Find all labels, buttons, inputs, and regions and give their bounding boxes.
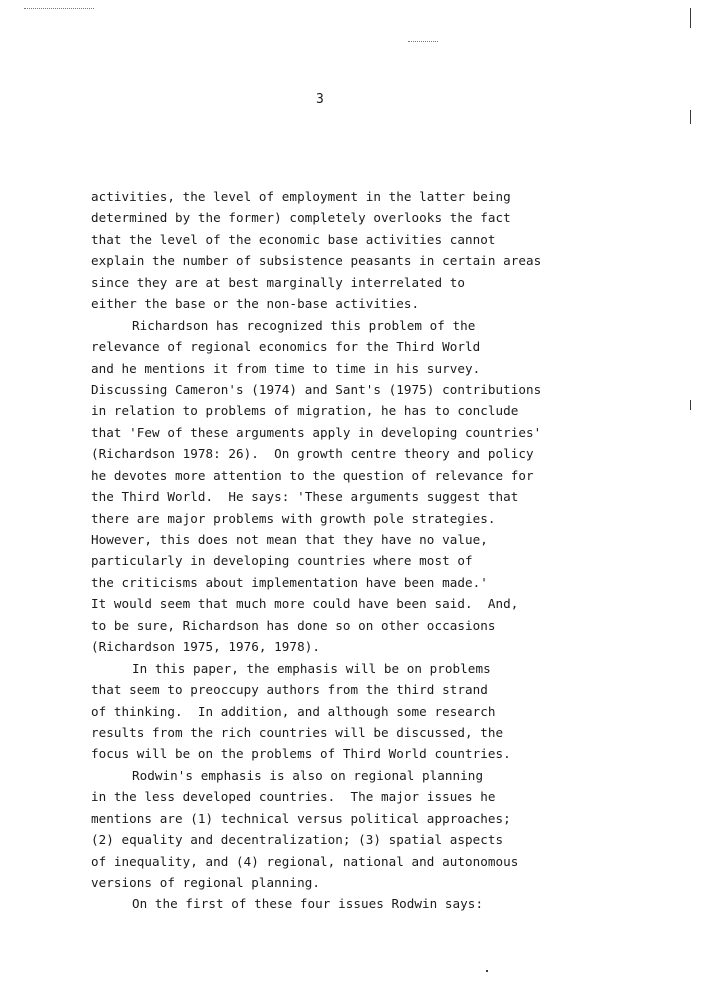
text-line: In this paper, the emphasis will be on problems (132, 660, 491, 676)
text-line: there are major problems with growth pole strategies. (91, 510, 496, 526)
text-line: (2) equality and decentralization; (3) spatial aspects (91, 832, 504, 848)
text-line: mentions are (1) technical versus political approaches; (91, 810, 511, 826)
scan-artifact-top-center (408, 41, 438, 42)
text-line: Discussing Cameron's (1974) and Sant's (1975) contributions (91, 381, 542, 397)
text-line: that 'Few of these arguments apply in developing countries' (91, 424, 542, 440)
text-line: On the first of these four issues Rodwin says: (132, 896, 484, 912)
text-line: that seem to preoccupy authors from the third strand (91, 682, 488, 698)
text-line: versions of regional planning. (91, 875, 320, 890)
text-line: to be sure, Richardson has done so on other occasions (91, 617, 496, 633)
text-line: Rodwin's emphasis is also on regional planning (132, 767, 484, 783)
text-line: that the level of the economic base activities cannot (91, 231, 496, 247)
text-line: and he mentions it from time to time in his survey. (91, 360, 481, 376)
text-line: of inequality, and (4) regional, national and autonomous (91, 853, 519, 869)
scan-artifact-right-edge-3 (690, 400, 691, 410)
text-line: It would seem that much more could have been said. And, (91, 596, 519, 612)
text-line: since they are at best marginally interrelated to (91, 274, 465, 290)
text-line: determined by the former) completely overlooks the fact (91, 210, 511, 226)
text-line: activities, the level of employment in the latter being (91, 189, 511, 204)
scan-artifact-top-left (24, 8, 94, 9)
text-line: in relation to problems of migration, he has to conclude (91, 403, 519, 419)
text-line: explain the number of subsistence peasants in certain areas (91, 253, 542, 269)
text-line: focus will be on the problems of Third World countries. (91, 746, 511, 762)
text-line: either the base or the non-base activities. (91, 296, 420, 312)
body-text (91, 186, 651, 915)
text-line: (Richardson 1975, 1976, 1978). (91, 639, 320, 655)
scan-artifact-right-edge-2 (690, 110, 691, 124)
text-line: However, this does not mean that they have no value, (91, 532, 488, 547)
scan-artifact-right-edge (690, 8, 691, 28)
text-line: in the less developed countries. The major issues he (91, 789, 496, 805)
text-line: relevance of regional economics for the Third World (91, 339, 481, 355)
text-line: particularly in developing countries where most of (91, 553, 473, 569)
text-line: of thinking. In addition, and although some research (91, 703, 496, 719)
text-line: the criticisms about implementation have been made.' (91, 574, 488, 590)
text-line: results from the rich countries will be discussed, the (91, 724, 504, 740)
text-line: the Third World. He says: 'These arguments suggest that (91, 489, 519, 505)
text-line: (Richardson 1978: 26). On growth centre theory and policy (91, 446, 534, 462)
text-line: Richardson has recognized this problem of the (132, 317, 476, 333)
scan-artifact-dot (486, 970, 488, 972)
text-line: he devotes more attention to the question of relevance for (91, 467, 534, 483)
page-number: 3 (316, 92, 324, 107)
